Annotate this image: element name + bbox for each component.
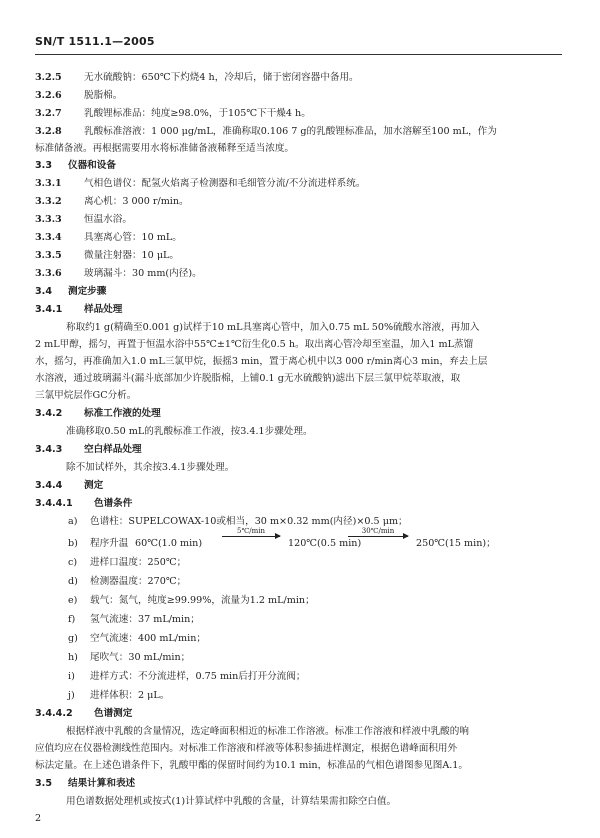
subsection-number: 3.4.2 <box>35 408 63 419</box>
list-marker: b) <box>68 538 78 549</box>
list-marker: f) <box>68 614 76 625</box>
list-item: 检测器温度：270℃； <box>90 576 187 587</box>
section-number: 3.3 <box>35 160 52 171</box>
item-number: 3.3.4 <box>35 232 62 243</box>
paragraph-line: 水，摇匀，再准确加入1.0 mL三氯甲烷，振摇3 min，置于离心机中以3 000 r/min离心3 min，弃去上层 <box>35 356 488 367</box>
header-rule <box>35 54 562 55</box>
item-text: 乳酸标准溶液：1 000 μg/mL，准确称取0.106 7 g的乳酸锂标准品，加水溶解至100 mL，作为 <box>84 126 497 137</box>
list-marker: d) <box>68 576 78 587</box>
paragraph-line: 应值均应在仪器检测线性范围内。对标准工作溶液和样液等体积参插进样测定，根据色谱峰面积用外 <box>35 743 458 754</box>
paragraph-line: 水溶液，通过玻璃漏斗(漏斗底部加少许脱脂棉，上铺0.1 g无水硫酸钠)滤出下层三氯甲烷萃取液，取 <box>35 373 461 384</box>
standard-number-header: SN/T 1511.1—2005 <box>35 35 155 48</box>
section-title: 仪器和设备 <box>68 160 116 171</box>
item-text: 离心机：3 000 r/min。 <box>84 196 189 207</box>
arrow-shaft <box>348 536 408 537</box>
list-item: 色谱柱：SUPELCOWAX-10或相当，30 m×0.32 mm(内径)×0.5 μm； <box>90 516 408 527</box>
item-text: 具塞离心管：10 mL。 <box>84 232 182 243</box>
ramp-rate-2: 30℃/min <box>361 527 395 535</box>
temp-program-start: 60℃(1.0 min) <box>135 538 203 549</box>
subsubsection-number: 3.4.4.1 <box>35 498 73 509</box>
item-text: 脱脂棉。 <box>84 90 123 101</box>
item-text: 无水硫酸钠：650℃下灼烧4 h，冷却后，储于密闭容器中备用。 <box>84 72 359 83</box>
item-number: 3.2.7 <box>35 108 62 119</box>
item-text: 乳酸锂标准品：纯度≥98.0%，于105℃下干燥4 h。 <box>84 108 311 119</box>
item-number: 3.3.3 <box>35 214 62 225</box>
arrow-shaft <box>222 536 280 537</box>
list-item: 载气：氮气，纯度≥99.99%，流量为1.2 mL/min； <box>90 595 315 606</box>
list-marker: c) <box>68 557 78 568</box>
item-number: 3.3.6 <box>35 268 62 279</box>
subsection-title: 空白样品处理 <box>84 444 142 455</box>
list-item: 进样口温度：250℃； <box>90 557 187 568</box>
section-number: 3.5 <box>35 778 52 789</box>
paragraph-line: 三氯甲烷层作GC分析。 <box>35 390 137 401</box>
subsection-title: 标准工作液的处理 <box>84 408 161 419</box>
item-text: 玻璃漏斗：30 mm(内径)。 <box>84 268 202 279</box>
paragraph-line: 用色谱数据处理机或按式(1)计算试样中乳酸的含量，计算结果需扣除空白值。 <box>66 796 397 807</box>
ramp-rate-1: 5℃/min <box>236 527 266 535</box>
section-number: 3.4 <box>35 286 52 297</box>
list-item: 程序升温 <box>90 538 129 549</box>
paragraph-line: 根据样液中乳酸的含量情况，选定峰面积相近的标准工作溶液。标准工作溶液和样液中乳酸的响 <box>66 726 469 737</box>
item-number: 3.2.8 <box>35 126 62 137</box>
list-item: 空气流速：400 mL/min； <box>90 633 206 644</box>
subsection-number: 3.4.1 <box>35 304 63 315</box>
item-number: 3.3.5 <box>35 250 62 261</box>
list-item: 氢气流速：37 mL/min； <box>90 614 200 625</box>
page-number: 2 <box>35 813 42 824</box>
item-text: 恒温水浴。 <box>84 214 132 225</box>
list-marker: g) <box>68 633 78 644</box>
section-title: 测定步骤 <box>68 286 107 297</box>
list-item: 进样体积：2 μL。 <box>90 690 170 701</box>
item-number: 3.2.5 <box>35 72 62 83</box>
item-text: 气相色谱仪：配氢火焰离子检测器和毛细管分流/不分流进样系统。 <box>84 178 366 189</box>
list-marker: i) <box>68 671 75 682</box>
subsubsection-title: 色谱条件 <box>94 498 133 509</box>
list-item: 尾吹气：30 mL/min； <box>90 652 191 663</box>
paragraph-line: 2 mL甲醇，摇匀，再置于恒温水浴中55℃±1℃衍生化0.5 h。取出离心管冷却至室温，加入1 mL蒸馏 <box>35 339 474 350</box>
subsection-number: 3.4.3 <box>35 444 63 455</box>
subsection-title: 样品处理 <box>84 304 123 315</box>
ramp-arrow-1 <box>222 527 280 537</box>
subsection-title: 测定 <box>84 480 104 491</box>
paragraph-line: 标法定量。在上述色谱条件下，乳酸甲酯的保留时间约为10.1 min，标准品的气相色谱图参见图A.1。 <box>35 760 468 771</box>
list-marker: e) <box>68 595 78 606</box>
list-marker: h) <box>68 652 78 663</box>
subsubsection-number: 3.4.4.2 <box>35 708 73 719</box>
list-marker: j) <box>68 690 75 701</box>
paragraph-line: 准确移取0.50 mL的乳酸标准工作液，按3.4.1步骤处理。 <box>66 426 313 437</box>
temp-program-end: 250℃(15 min)； <box>416 538 496 549</box>
list-item: 进样方式：不分流进样，0.75 min后打开分流阀； <box>90 671 306 682</box>
item-number: 3.3.2 <box>35 196 62 207</box>
temp-program-mid: 120℃(0.5 min) <box>288 538 362 549</box>
subsubsection-title: 色谱测定 <box>94 708 133 719</box>
item-text: 微量注射器：10 μL。 <box>84 250 180 261</box>
paragraph-line: 除不加试样外，其余按3.4.1步骤处理。 <box>66 462 235 473</box>
item-number: 3.3.1 <box>35 178 62 189</box>
ramp-arrow-2 <box>348 527 408 537</box>
list-marker: a) <box>68 516 78 527</box>
paragraph-line: 称取约1 g(精确至0.001 g)试样于10 mL具塞离心管中，加入0.75 mL 50%硫酸水溶液，再加入 <box>66 322 480 333</box>
item-number: 3.2.6 <box>35 90 62 101</box>
section-title: 结果计算和表述 <box>68 778 136 789</box>
subsection-number: 3.4.4 <box>35 480 63 491</box>
item-text-continuation: 标准储备液。再根据需要用水将标准储备液稀释至适当浓度。 <box>35 143 295 154</box>
